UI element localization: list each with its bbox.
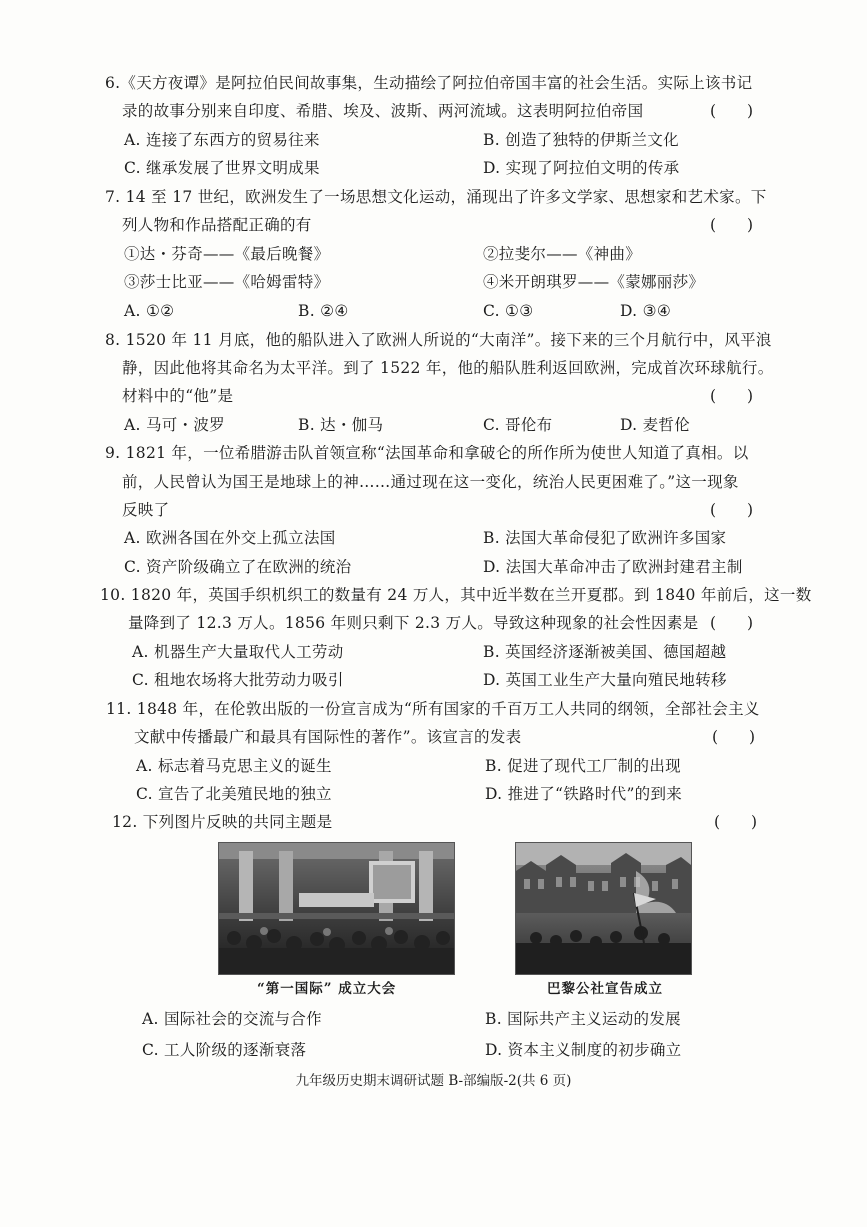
answer-paren[interactable]: ( ) <box>714 813 758 831</box>
question-text-line: 录的故事分别来自印度、希腊、埃及、波斯、两河流域。这表明阿拉伯帝国 <box>122 102 644 120</box>
statement-item: ③莎士比亚——《哈姆雷特》 <box>124 273 330 291</box>
question-text-line: 反映了 <box>122 501 170 519</box>
paris-commune-photo <box>515 842 692 975</box>
statement-item: ④米开朗琪罗——《蒙娜丽莎》 <box>483 273 705 291</box>
option-c[interactable]: C. 租地农场将大批劳动力吸引 <box>132 671 344 689</box>
page-footer: 九年级历史期末调研试题 B-部编版-2(共 6 页) <box>295 1073 572 1089</box>
option-c[interactable]: C. 宣告了北美殖民地的独立 <box>136 785 332 803</box>
question-text-line: 文献中传播最广和最具有国际性的著作”。该宣言的发表 <box>134 728 522 746</box>
option-b[interactable]: B. ②④ <box>298 302 349 320</box>
question-text-line: 10. 1820 年，英国手织机织工的数量有 24 万人，其中近半数在兰开夏郡。到 1840 年前后，这一数 <box>100 586 812 604</box>
statement-item: ①达・芬奇——《最后晚餐》 <box>124 245 330 263</box>
answer-paren[interactable]: ( ) <box>712 728 756 746</box>
option-d[interactable]: D. 法国大革命冲击了欧洲封建君主制 <box>483 558 743 576</box>
option-d[interactable]: D. 麦哲伦 <box>620 416 691 434</box>
option-c[interactable]: C. 资产阶级确立了在欧洲的统治 <box>124 558 352 576</box>
first-international-image <box>219 843 454 974</box>
option-c[interactable]: C. 哥伦布 <box>483 416 553 434</box>
question-text-line: 前，人民曾认为国王是地球上的神……通过现在这一变化，统治人民更困难了。”这一现象 <box>122 473 739 491</box>
option-b[interactable]: B. 达・伽马 <box>298 416 384 434</box>
option-a[interactable]: A. 标志着马克思主义的诞生 <box>136 757 332 775</box>
answer-paren[interactable]: ( ) <box>710 102 754 120</box>
statement-item: ②拉斐尔——《神曲》 <box>483 245 642 263</box>
first-international-caption: “第一国际” 成立大会 <box>257 981 397 997</box>
option-a[interactable]: A. 欧洲各国在外交上孤立法国 <box>124 529 336 547</box>
option-c[interactable]: C. 继承发展了世界文明成果 <box>124 159 320 177</box>
paris-commune-image <box>516 843 691 974</box>
answer-paren[interactable]: ( ) <box>710 501 754 519</box>
answer-paren[interactable]: ( ) <box>710 614 754 632</box>
option-a[interactable]: A. 机器生产大量取代人工劳动 <box>132 643 344 661</box>
option-d[interactable]: D. 资本主义制度的初步确立 <box>485 1041 682 1059</box>
question-text-line: 12. 下列图片反映的共同主题是 <box>112 813 333 831</box>
option-a[interactable]: A. 国际社会的交流与合作 <box>142 1010 322 1028</box>
option-b[interactable]: B. 法国大革命侵犯了欧洲许多国家 <box>483 529 727 547</box>
question-text-line: 11. 1848 年，在伦敦出版的一份宣言成为“所有国家的千百万工人共同的纲领，全部社会主义 <box>106 700 760 718</box>
option-b[interactable]: B. 促进了现代工厂制的出现 <box>485 757 681 775</box>
first-international-photo <box>218 842 455 975</box>
question-text-line: 7. 14 至 17 世纪，欧洲发生了一场思想文化运动，涌现出了许多文学家、思想家和艺术家。下 <box>105 188 767 206</box>
paris-commune-caption: 巴黎公社宣告成立 <box>547 981 663 997</box>
option-b[interactable]: B. 英国经济逐渐被美国、德国超越 <box>483 643 727 661</box>
option-b[interactable]: B. 创造了独特的伊斯兰文化 <box>483 131 679 149</box>
option-a[interactable]: A. 连接了东西方的贸易往来 <box>124 131 320 149</box>
question-text-line: 9. 1821 年，一位希腊游击队首领宣称“法国革命和拿破仑的所作所为使世人知道了真相。以 <box>105 444 749 462</box>
option-a[interactable]: A. 马可・波罗 <box>124 416 225 434</box>
option-a[interactable]: A. ①② <box>124 302 175 320</box>
option-d[interactable]: D. ③④ <box>620 302 672 320</box>
option-d[interactable]: D. 实现了阿拉伯文明的传承 <box>483 159 680 177</box>
question-text-line: 量降到了 12.3 万人。1856 年则只剩下 2.3 万人。导致这种现象的社会性因素是 <box>128 614 699 632</box>
option-c[interactable]: C. ①③ <box>483 302 534 320</box>
answer-paren[interactable]: ( ) <box>710 387 754 405</box>
option-d[interactable]: D. 推进了“铁路时代”的到来 <box>485 785 683 803</box>
answer-paren[interactable]: ( ) <box>710 216 754 234</box>
question-text-line: 列人物和作品搭配正确的有 <box>122 216 312 234</box>
question-text-line: 材料中的“他”是 <box>122 387 234 405</box>
option-b[interactable]: B. 国际共产主义运动的发展 <box>485 1010 681 1028</box>
question-text-line: 静，因此他将其命名为太平洋。到了 1522 年，他的船队胜利返回欧洲，完成首次环球航行。 <box>122 359 774 377</box>
question-text-line: 8. 1520 年 11 月底，他的船队进入了欧洲人所说的“大南洋”。接下来的三个月航行中，风平浪 <box>105 331 772 349</box>
option-d[interactable]: D. 英国工业生产大量向殖民地转移 <box>483 671 727 689</box>
option-c[interactable]: C. 工人阶级的逐渐衰落 <box>142 1041 307 1059</box>
question-text-line: 6.《天方夜谭》是阿拉伯民间故事集，生动描绘了阿拉伯帝国丰富的社会生活。实际上该书记 <box>105 74 753 92</box>
